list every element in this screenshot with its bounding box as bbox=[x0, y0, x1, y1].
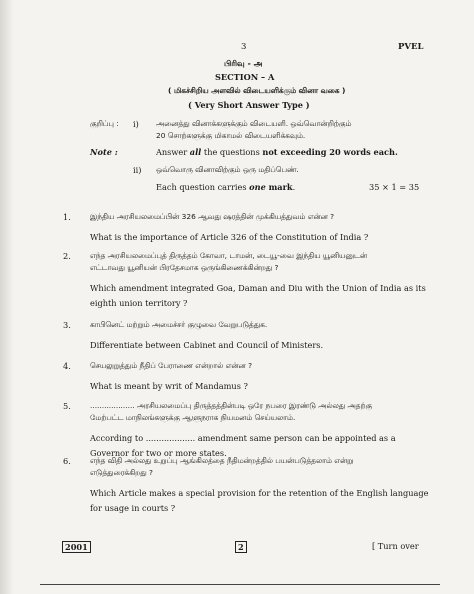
question-number: 4. bbox=[63, 361, 71, 371]
question-number: 3. bbox=[63, 320, 71, 330]
note-tamil-i-line1: அனைத்து வினாக்களுக்கும் விடையளி. ஒவ்வொன்றிற்கும் bbox=[156, 119, 352, 128]
turn-over: [ Turn over bbox=[372, 541, 419, 551]
note-tamil-label: குறிப்பு : bbox=[90, 119, 119, 128]
question-tamil-line1: எந்த அரசியலமைப்புத் திருத்தம் கோவா, டாமன், டையூ-வை இந்திய யூனியனுடன் bbox=[90, 251, 368, 260]
note-tamil-ii: ஒவ்வொரு வினாவிற்கும் ஒரு மதிப்பெண். bbox=[156, 165, 299, 174]
question-english-line2: for usage in courts ? bbox=[90, 503, 176, 513]
question-number: 2. bbox=[63, 251, 71, 261]
question-number: 6. bbox=[63, 456, 71, 466]
note-label: Note : bbox=[90, 147, 118, 157]
note-english-i: Answer all the questions not exceeding 20 words each. bbox=[156, 147, 398, 157]
note-roman-ii: ii) bbox=[133, 165, 142, 175]
page-number: 3 bbox=[241, 42, 247, 52]
question-english-line1: According to ................... amendment same person can be appointed as a bbox=[90, 433, 396, 443]
note-english-ii: Each question carries one mark. bbox=[156, 182, 296, 192]
scan-edge bbox=[0, 0, 14, 594]
question-english-line2: eighth union territory ? bbox=[90, 298, 188, 308]
footer-code: 2001 bbox=[62, 541, 91, 553]
question-tamil-line1: காபினெட் மற்றும் அமைச்சர் குழுவை வேறுபடுத்துக. bbox=[90, 320, 268, 329]
question-tamil-line1: எந்த விதி அல்லது உறுப்பு ஆங்கிலத்தை நீதிமன்றத்தில் பயன்படுத்தலாம் என்று bbox=[90, 456, 354, 465]
question-tamil-line2: மேற்பட்ட மாநிலங்களுக்கு ஆளுநராக நியமனம் செய்யலாம். bbox=[90, 413, 296, 422]
note-tamil-i-line2: 20 சொற்களுக்கு மிகாமல் விடையளிக்கவும். bbox=[156, 131, 306, 140]
section-title: SECTION – A bbox=[215, 72, 275, 82]
question-english-line1: Which amendment integrated Goa, Daman and Diu with the Union of India as its bbox=[90, 283, 426, 293]
question-tamil-line2: எட்டாவது யூனியன் பிரதேசமாக ஒருங்கிணைக்கின்றது ? bbox=[90, 263, 279, 272]
question-number: 5. bbox=[63, 401, 71, 411]
question-tamil-line1: ................... அரசியலமைப்பு திருத்தத்தின்படி ஒரே நபரை இரண்டு அல்லது அதற்கு bbox=[90, 401, 373, 410]
section-tamil-title: பிரிவு - அ bbox=[224, 59, 263, 68]
bottom-rule bbox=[40, 584, 440, 585]
section-subtitle: ( Very Short Answer Type ) bbox=[188, 100, 310, 110]
question-tamil-line2: எடுத்துரைக்கிறது ? bbox=[90, 468, 153, 477]
section-tamil-subtitle: ( மிகச்சிறிய அளவில் விடையளிக்கும் வினா வகை ) bbox=[168, 86, 346, 95]
paper-code: PVEL bbox=[398, 42, 424, 52]
question-tamil-line1: இந்திய அரசியலமைப்பின் 326 ஆவது ஷரத்தின் முக்கியத்துவம் என்ன ? bbox=[90, 212, 335, 221]
question-english-line2: Governor for two or more states. bbox=[90, 448, 227, 458]
question-english-line1: Which Article makes a special provision for the retention of the English language bbox=[90, 488, 429, 498]
question-english-line1: Differentiate between Cabinet and Council of Ministers. bbox=[90, 340, 324, 350]
question-number: 1. bbox=[63, 212, 71, 222]
footer-page: 2 bbox=[235, 541, 247, 553]
marks-total: 35 × 1 = 35 bbox=[369, 182, 420, 192]
note-roman-i: i) bbox=[133, 119, 139, 129]
question-english-line1: What is the importance of Article 326 of the Constitution of India ? bbox=[90, 232, 369, 242]
question-tamil-line1: செயலுறுத்தும் நீதிப் பேராணை என்றால் என்ன ? bbox=[90, 361, 252, 370]
question-english-line1: What is meant by writ of Mandamus ? bbox=[90, 381, 248, 391]
